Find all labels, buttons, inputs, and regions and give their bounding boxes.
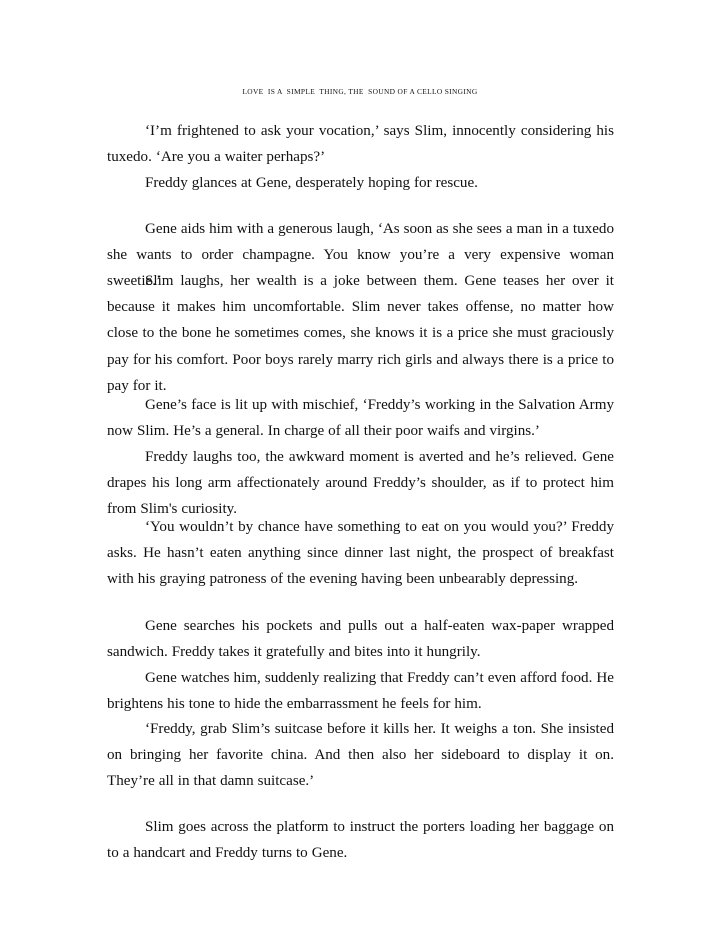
running-head: LOVE IS A SIMPLE THING, THE SOUND OF A CELLO SINGING [242,87,478,96]
paragraph-9: Gene watches him, suddenly realizing that Freddy can’t even afford food. He brightens his tone to hide the embarrassment he feels for him. [107,670,614,713]
paragraph-1: ‘I’m frightened to ask your vocation,’ says Slim, innocently considering his tuxedo. ‘Are you a waiter perhaps?’ [107,123,614,166]
paragraph-7: ‘You wouldn’t by chance have something to eat on you would you?’ Freddy asks. He hasn’t eaten anything since dinner last night, the prospect of breakfast with his graying patroness of the evening having been unbearably depressing. [107,519,614,588]
paragraph-11: Slim goes across the platform to instruct the porters loading her baggage on to a handcart and Freddy turns to Gene. [107,819,614,862]
paragraph-8: Gene searches his pockets and pulls out a half-eaten wax-paper wrapped sandwich. Freddy takes it gratefully and bites into it hungrily. [107,618,614,661]
paragraph-5: Gene’s face is lit up with mischief, ‘Freddy’s working in the Salvation Army now Slim. He’s a general. In charge of all their poor waifs and virgins.’ [107,397,614,440]
paragraph-10: ‘Freddy, grab Slim’s suitcase before it kills her. It weighs a ton. She insisted on bringing her favorite china. And then also her sideboard to display it on. They’re all in that damn suitcase.’ [107,721,614,790]
paragraph-2: Freddy glances at Gene, desperately hoping for rescue. [145,175,478,191]
paragraph-4: Slim laughs, her wealth is a joke between them. Gene teases her over it because it makes him uncomfortable. Slim never takes offense, no matter how close to the bone he sometimes comes, she knows it is a price she must graciously pay for his comfort. Poor boys rarely marry rich girls and always there is a price to pay for it. [107,273,614,394]
paragraph-3: Gene aids him with a generous laugh, ‘As soon as she sees a man in a tuxedo she wants to order champagne. You know you’re a very expensive woman sweetie.’ [107,221,614,290]
paragraph-6: Freddy laughs too, the awkward moment is averted and he’s relieved. Gene drapes his long arm affectionately around Freddy’s shoulder, as if to protect him from Slim's curiosity. [107,449,614,518]
